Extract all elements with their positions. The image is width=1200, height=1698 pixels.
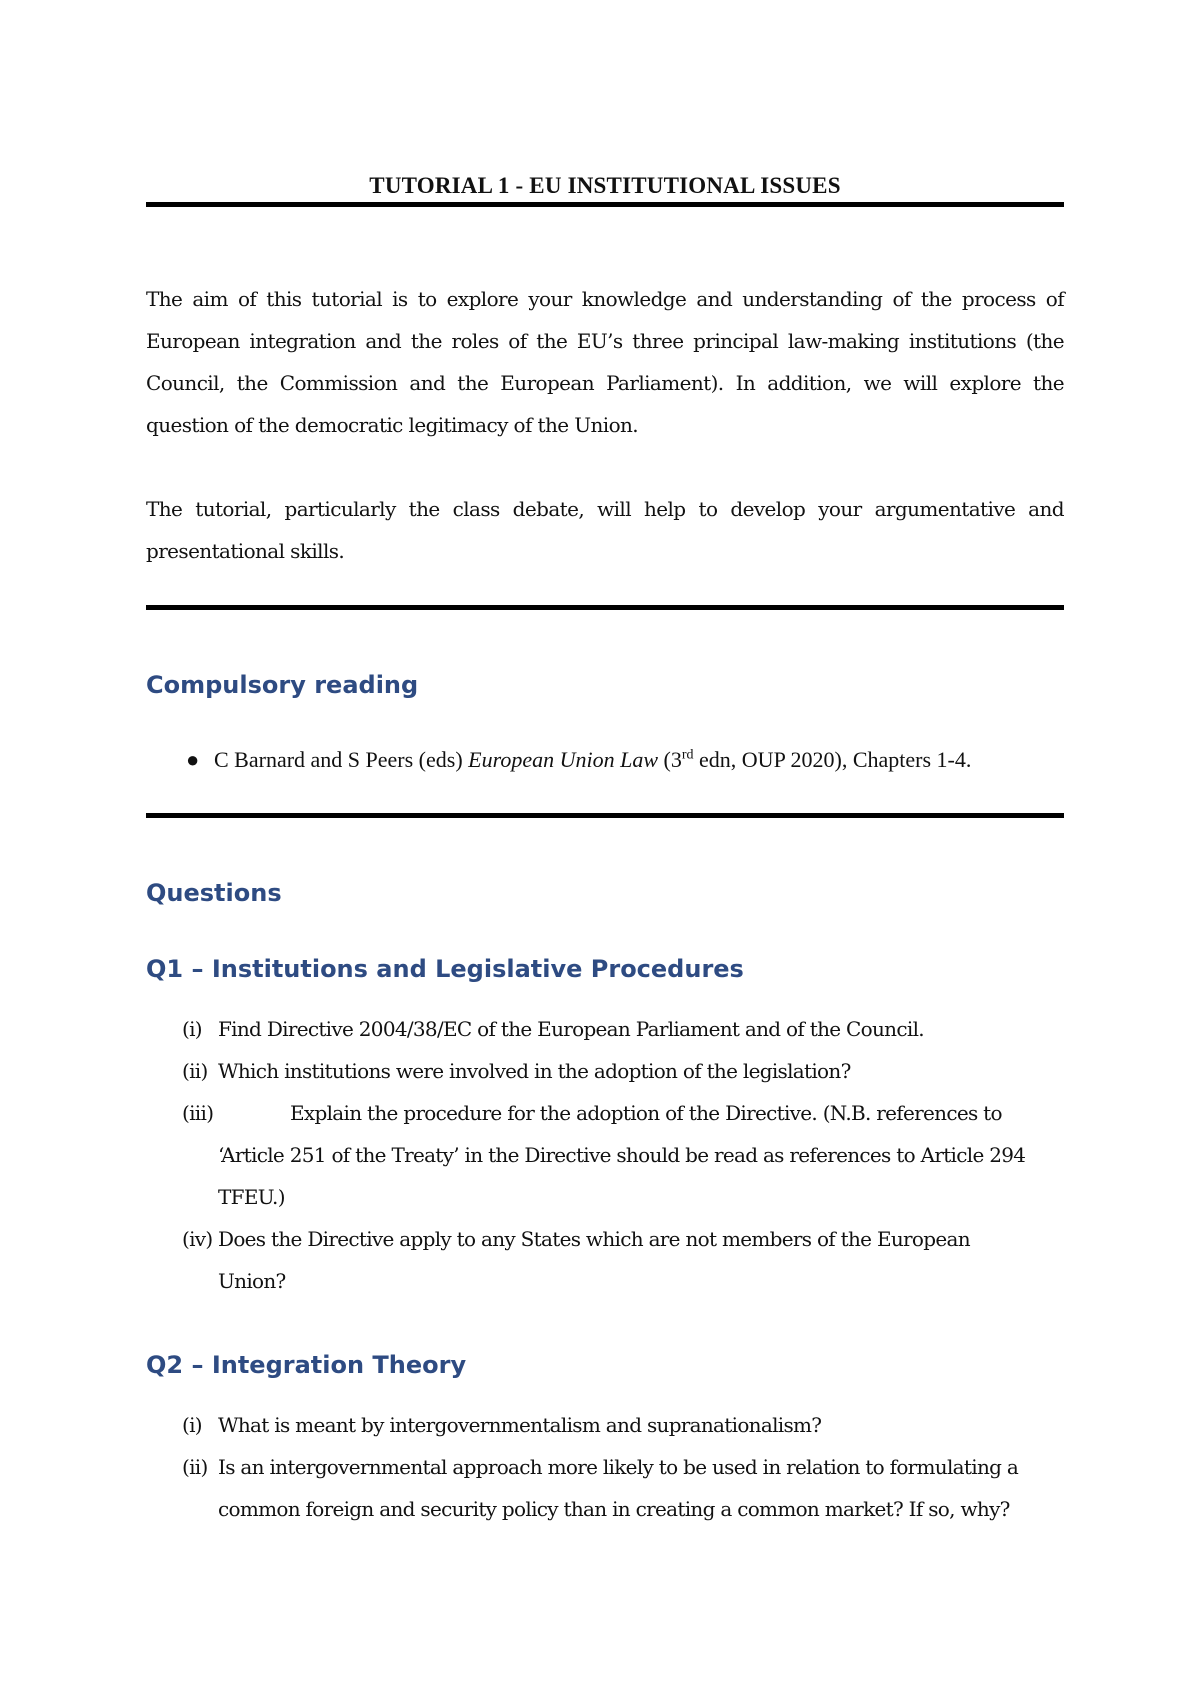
- reading-book-title: European Union Law: [468, 747, 659, 772]
- q1-item-iv: (iv) Does the Directive apply to any States which are not members of the European Union?: [182, 1227, 970, 1293]
- reading-paren-open: (3: [658, 747, 682, 772]
- section-divider-2: [146, 813, 1064, 818]
- q2-item-ii: (ii) Is an intergovernmental approach more likely to be used in relation to formulating a common foreign and security policy than in creating a common market? If so, why?: [182, 1455, 1019, 1521]
- q1-item-ii: (ii) Which institutions were involved in the adoption of the legislation?: [182, 1059, 851, 1083]
- page-title: TUTORIAL 1 - EU INSTITUTIONAL ISSUES: [369, 173, 841, 198]
- compulsory-reading-heading: Compulsory reading: [146, 671, 419, 699]
- reading-authors: C Barnard and S Peers (eds): [214, 747, 469, 772]
- reading-list-item: [186, 745, 1064, 775]
- q1-item-iii: (iii) Explain the procedure for the adoption of the Directive. (N.B. references to ‘Article 251 of the Treaty’ in the Directive should be read as references to Article 294 TFEU.): [182, 1101, 1026, 1209]
- questions-heading: Questions: [146, 879, 282, 907]
- reading-details: edn, OUP 2020), Chapters 1-4.: [693, 747, 972, 772]
- intro-paragraph-2: The tutorial, particularly the class debate, will help to develop your argumentative and presentational skills.: [146, 497, 1064, 563]
- section-divider-1: [146, 605, 1064, 610]
- reading-edition-sup: rd: [681, 747, 694, 763]
- bullet-icon: ●: [186, 747, 200, 772]
- q2-item-i: (i) What is meant by intergovernmentalism and supranationalism?: [182, 1413, 822, 1437]
- title-divider: [146, 202, 1064, 207]
- intro-paragraph-1: The aim of this tutorial is to explore your knowledge and understanding of the process of European integration and the roles of the EU’s three principal law-making institutions (the Council, the Commission and the European Parliament). In addition, we will explore the question of the democratic legitimacy of the Union.: [146, 287, 1064, 437]
- q1-item-i: (i) Find Directive 2004/38/EC of the European Parliament and of the Council.: [182, 1017, 924, 1041]
- q1-heading: Q1 – Institutions and Legislative Procedures: [146, 955, 744, 983]
- q2-heading: Q2 – Integration Theory: [146, 1351, 467, 1379]
